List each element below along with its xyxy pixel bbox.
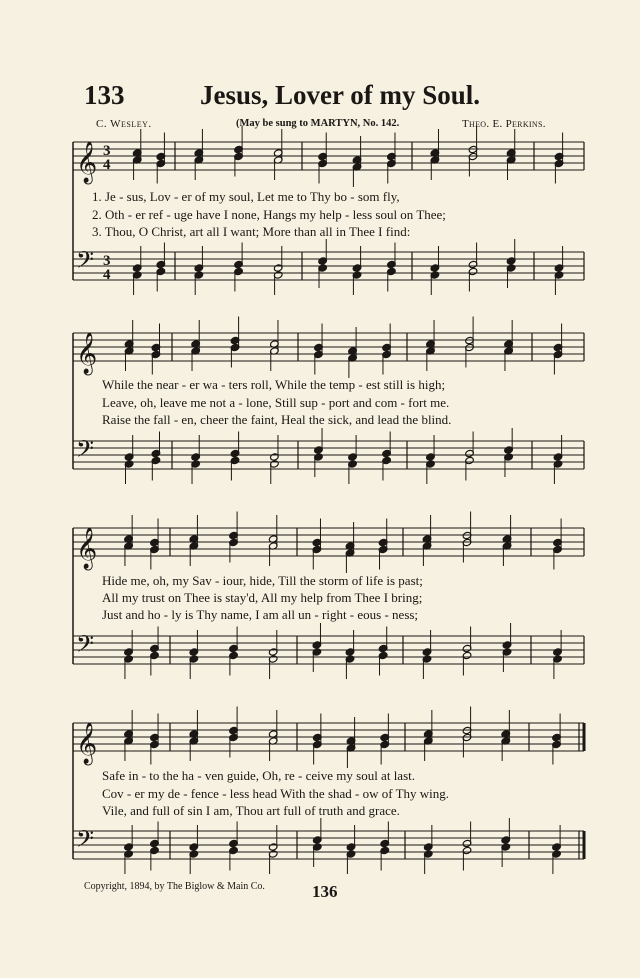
lyric-line: Vile, and full of sin I am, Thou art full of truth and grace.: [102, 803, 400, 818]
page-number: 136: [312, 882, 338, 901]
lyric-line: 3. Thou, O Christ, art all I want; More than all in Thee I find:: [92, 224, 411, 239]
bass-clef-icon: 𝄢: [76, 435, 95, 468]
lyric-line: Leave, oh, leave me not a - lone, Still sup - port and com - fort me.: [102, 395, 450, 410]
lyric-line: All my trust on Thee is stay'd, All my help from Thee I bring;: [102, 590, 423, 605]
treble-clef-icon: 𝄞: [76, 142, 98, 183]
time-signature: 4: [103, 267, 111, 283]
treble-clef-icon: 𝄞: [76, 723, 98, 764]
hymn-number: 133: [84, 80, 125, 110]
author: C. Wesley.: [96, 118, 152, 130]
lyric-line: Safe in - to the ha - ven guide, Oh, re - ceive my soul at last.: [102, 768, 415, 783]
treble-clef-icon: 𝄞: [76, 528, 98, 569]
time-signature: 3: [103, 253, 111, 269]
lyric-line: Hide me, oh, my Sav - iour, hide, Till the storm of life is past;: [102, 573, 423, 588]
lyric-line: 1. Je - sus, Lov - er of my soul, Let me to Thy bo - som fly,: [92, 189, 400, 204]
lyric-line: Cov - er my de - fence - less head With the shad - ow of Thy wing.: [102, 786, 450, 801]
lyric-line: Raise the fall - en, cheer the faint, Heal the sick, and lead the blind.: [102, 412, 452, 427]
time-signature: 3: [103, 143, 111, 159]
lyric-line: Just and ho - ly is Thy name, I am all un - right - eous - ness;: [102, 607, 419, 622]
time-signature: 4: [103, 157, 111, 173]
treble-clef-icon: 𝄞: [76, 333, 98, 374]
hymn-title: Jesus, Lover of my Soul.: [200, 80, 481, 110]
bass-clef-icon: 𝄢: [76, 825, 95, 858]
tune-note: (May be sung to MARTYN, No. 142.: [236, 118, 400, 129]
copyright: Copyright, 1894, by The Biglow & Main Co.: [84, 881, 265, 892]
lyric-line: While the near - er wa - ters roll, While the temp - est still is high;: [102, 377, 446, 392]
bass-clef-icon: 𝄢: [76, 630, 95, 663]
bass-clef-icon: 𝄢: [76, 246, 95, 279]
lyric-line: 2. Oth - er ref - uge have I none, Hangs my help - less soul on Thee;: [92, 207, 446, 222]
composer: Theo. E. Perkins.: [462, 118, 546, 130]
